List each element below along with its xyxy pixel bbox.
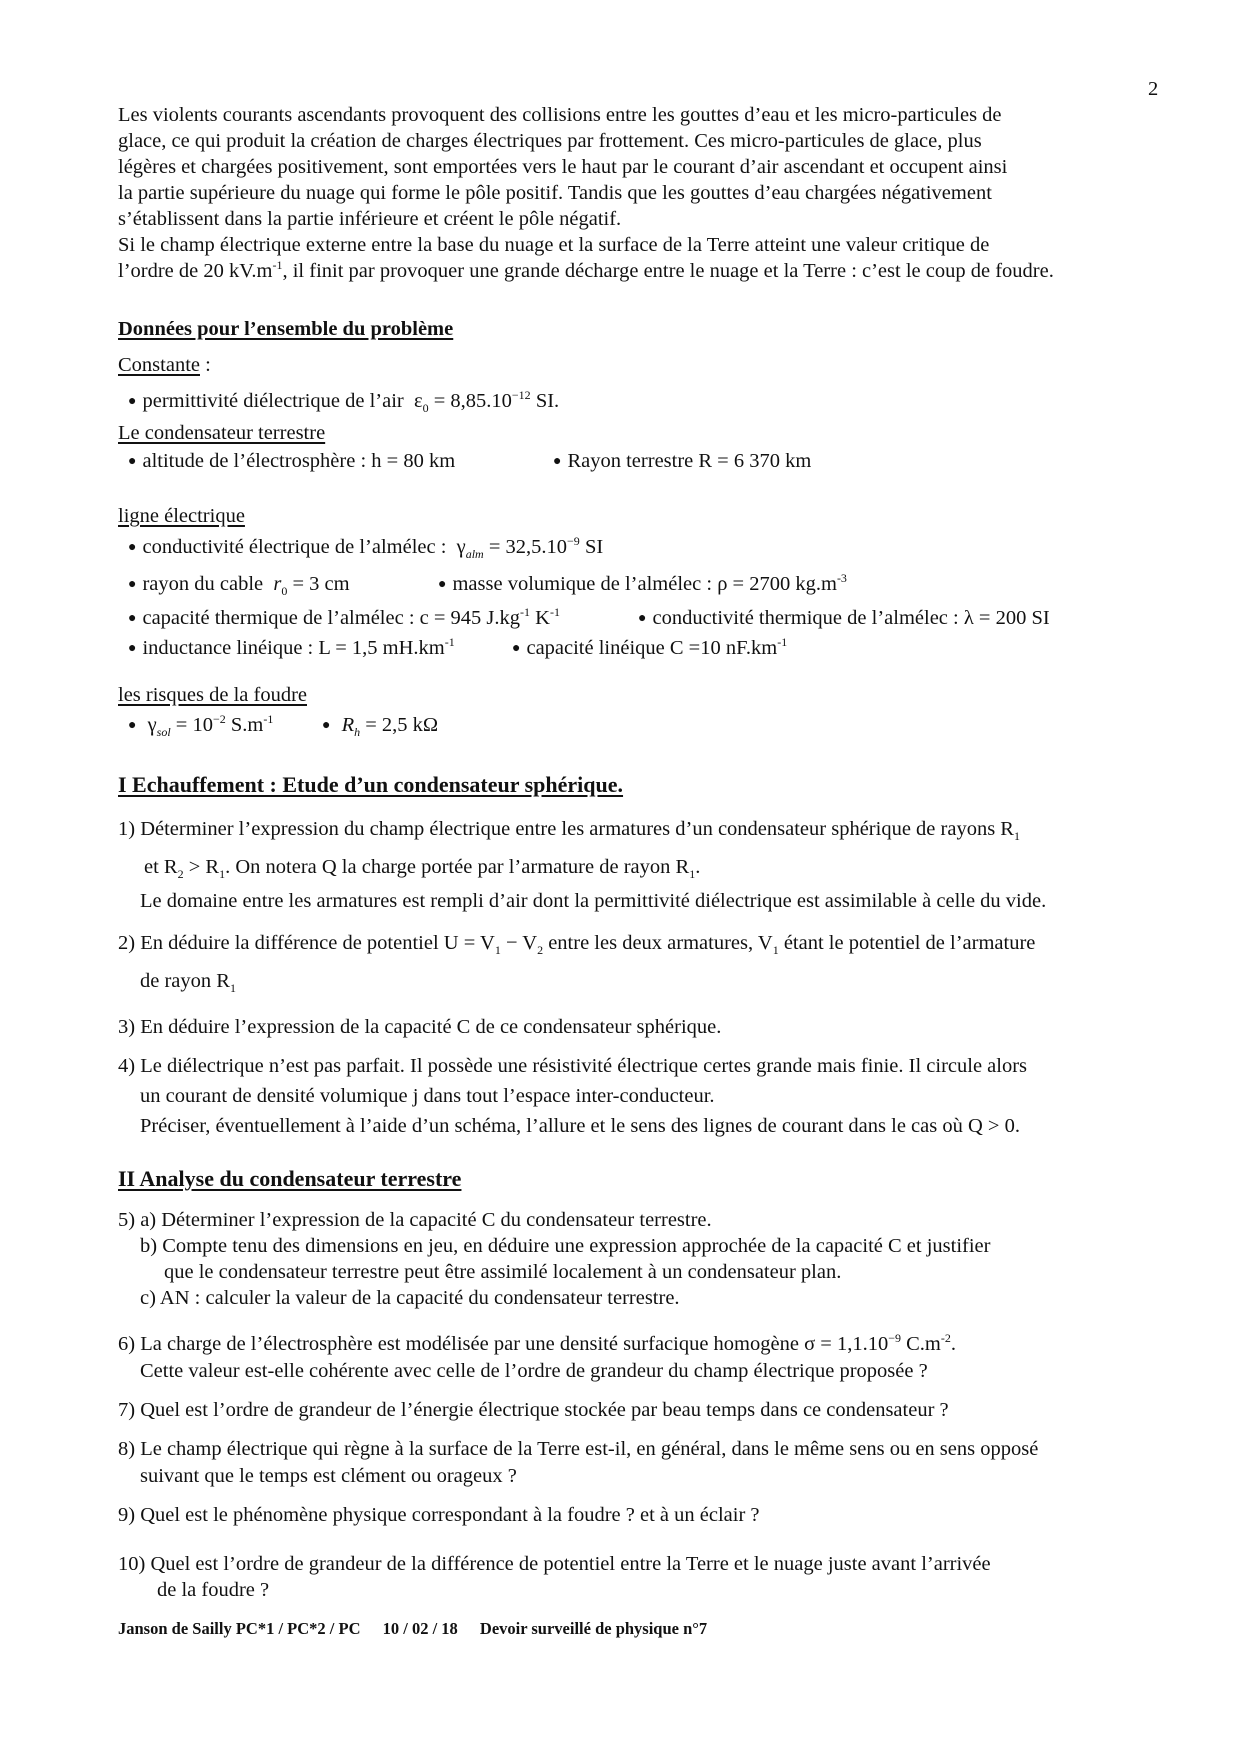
question-5c: c) AN : calculer la valeur de la capacité du condensateur terrestre. bbox=[140, 1287, 680, 1309]
permittivite-item: ● permittivité diélectrique de l’air $\varepsilon_0 = 8,85.10^{-12}$ SI. bbox=[128, 388, 560, 416]
question-8: 8) Le champ électrique qui règne à la surface de la Terre est-il, en général, dans le même sens ou en sens opposé bbox=[118, 1438, 1039, 1460]
question-6-line-2: Cette valeur est-elle cohérente avec celle de l’ordre de grandeur du champ électrique proposée ? bbox=[140, 1360, 928, 1382]
bullet-icon: ● bbox=[553, 454, 562, 469]
rayon-terrestre-item: ● Rayon terrestre R = 6 370 km bbox=[553, 448, 811, 475]
bullet-icon: ● bbox=[128, 577, 137, 592]
terrestre-heading: Le condensateur terrestre bbox=[118, 422, 326, 444]
intro-line: Les violents courants ascendants provoquent des collisions entre les gouttes d’eau et les micro-particules de bbox=[118, 104, 1002, 126]
gamma-sol-item: ● $\gamma_{sol} = 10^{-2}$ $S.m^{-1}$ bbox=[128, 712, 274, 740]
question-5b-line-2: que le condensateur terrestre peut être assimilé localement à un condensateur plan. bbox=[164, 1261, 842, 1283]
conductivite-item: ● conductivité électrique de l’almélec : $\gamma_{alm} = 32,5.10^{-9}$ SI bbox=[128, 534, 604, 562]
bullet-icon: ● bbox=[322, 718, 331, 733]
bullet-icon: ● bbox=[638, 611, 647, 626]
capacite-lineique-item: ● capacité linéique C =10 $nF.km^{-1}$ bbox=[512, 635, 787, 662]
question-5b: b) Compte tenu des dimensions en jeu, en déduire une expression approchée de la capacité C et justifier bbox=[140, 1235, 991, 1257]
bullet-icon: ● bbox=[128, 394, 137, 409]
capacite-thermique-item: ● capacité thermique de l’almélec : c = 945 $J.kg^{-1}$ $K^{-1}$ bbox=[128, 605, 560, 632]
question-7: 7) Quel est l’ordre de grandeur de l’énergie électrique stockée par beau temps dans ce condensateur ? bbox=[118, 1399, 949, 1421]
intro-line: Si le champ électrique externe entre la base du nuage et la surface de la Terre atteint une valeur critique de bbox=[118, 234, 990, 256]
page-number: 2 bbox=[1148, 78, 1159, 100]
bullet-icon: ● bbox=[438, 577, 447, 592]
question-5a: 5) a) Déterminer l’expression de la capacité C du condensateur terrestre. bbox=[118, 1209, 712, 1231]
intro-line: s’établissent dans la partie inférieure et créent le pôle négatif. bbox=[118, 208, 622, 230]
question-4-line-2: un courant de densité volumique j dans tout l’espace inter-conducteur. bbox=[140, 1085, 715, 1107]
footer-date: 10 / 02 / 18 bbox=[382, 1619, 458, 1638]
footer-title: Devoir surveillé de physique n°7 bbox=[479, 1619, 708, 1638]
question-4-line-3: Préciser, éventuellement à l’aide d’un schéma, l’allure et le sens des lignes de courant dans le cas où Q > 0. bbox=[140, 1115, 1020, 1137]
intro-line: légères et chargées positivement, sont emportées vers le haut par le courant d’air ascendant et occupent ainsi bbox=[118, 156, 1008, 178]
question-2-line-2: de rayon $R_1$ bbox=[140, 970, 236, 996]
question-10: 10) Quel est l’ordre de grandeur de la différence de potentiel entre la Terre et le nuage juste avant l’arrivée bbox=[118, 1553, 991, 1575]
section-1-title: I Echauffement : Etude d’un condensateur sphérique. bbox=[118, 772, 624, 797]
question-2: 2) En déduire la différence de potentiel $U = V_1 - V_2$ entre les deux armatures, $V_1$ étant le potentiel de l’armature bbox=[118, 932, 1036, 958]
footer-school: Janson de Sailly PC*1 / PC*2 / PC bbox=[118, 1619, 361, 1638]
risques-heading: les risques de la foudre bbox=[118, 684, 307, 706]
question-3: 3) En déduire l’expression de la capacité C de ce condensateur sphérique. bbox=[118, 1016, 722, 1038]
constante-heading: Constante : bbox=[118, 354, 211, 376]
question-8-line-2: suivant que le temps est clément ou orageux ? bbox=[140, 1465, 517, 1487]
bullet-icon: ● bbox=[128, 641, 137, 656]
r-h-item: ● $R_h = 2,5$ kΩ bbox=[322, 714, 439, 740]
inductance-item: ● inductance linéique : L = 1,5 $mH.km^{-1}$ bbox=[128, 635, 455, 662]
bullet-icon: ● bbox=[128, 718, 137, 733]
intro-line: l’ordre de 20 $kV.m^{-1}$, il finit par provoquer une grande décharge entre le nuage et la Terre : c’est le coup de foudre. bbox=[118, 258, 1054, 282]
bullet-icon: ● bbox=[128, 611, 137, 626]
bullet-icon: ● bbox=[128, 540, 137, 555]
rayon-cable-item: ● rayon du cable $r_0 = 3$ cm bbox=[128, 573, 350, 599]
question-1: 1) Déterminer l’expression du champ électrique entre les armatures d’un condensateur sphérique de rayons $R_1$ bbox=[118, 818, 1020, 844]
question-10-line-2: de la foudre ? bbox=[157, 1579, 270, 1601]
donnees-title: Données pour l’ensemble du problème bbox=[118, 318, 454, 340]
bullet-icon: ● bbox=[128, 454, 137, 469]
question-9: 9) Quel est le phénomène physique correspondant à la foudre ? et à un éclair ? bbox=[118, 1504, 760, 1526]
section-2-title: II Analyse du condensateur terrestre bbox=[118, 1166, 462, 1191]
page-footer bbox=[118, 1619, 725, 1639]
altitude-item: ● altitude de l’électrosphère : h = 80 km bbox=[128, 448, 455, 475]
question-1-line-2: et $R_2 > R_1$. On notera Q la charge portée par l’armature de rayon $R_1$. bbox=[144, 856, 701, 882]
intro-line: glace, ce qui produit la création de charges électriques par frottement. Ces micro-particules de glace, plus bbox=[118, 130, 982, 152]
intro-line: la partie supérieure du nuage qui forme le pôle positif. Tandis que les gouttes d’eau chargées négativement bbox=[118, 182, 992, 204]
question-4: 4) Le diélectrique n’est pas parfait. Il possède une résistivité électrique certes grande mais finie. Il circule alors bbox=[118, 1055, 1028, 1077]
masse-volumique-item: ● masse volumique de l’almélec : ρ = 2700 $kg.m^{-3}$ bbox=[438, 571, 847, 598]
question-6: 6) La charge de l’électrosphère est modélisée par une densité surfacique homogène $\sigma = 1,1.10^{-9}$ $C.m^{-2}$. bbox=[118, 1331, 956, 1355]
question-1-line-3: Le domaine entre les armatures est rempli d’air dont la permittivité diélectrique est assimilable à celle du vide. bbox=[140, 890, 1047, 912]
ligne-heading: ligne électrique bbox=[118, 505, 245, 527]
conductivite-thermique-item: ● conductivité thermique de l’almélec : λ = 200 SI bbox=[638, 605, 1050, 632]
bullet-icon: ● bbox=[512, 641, 521, 656]
